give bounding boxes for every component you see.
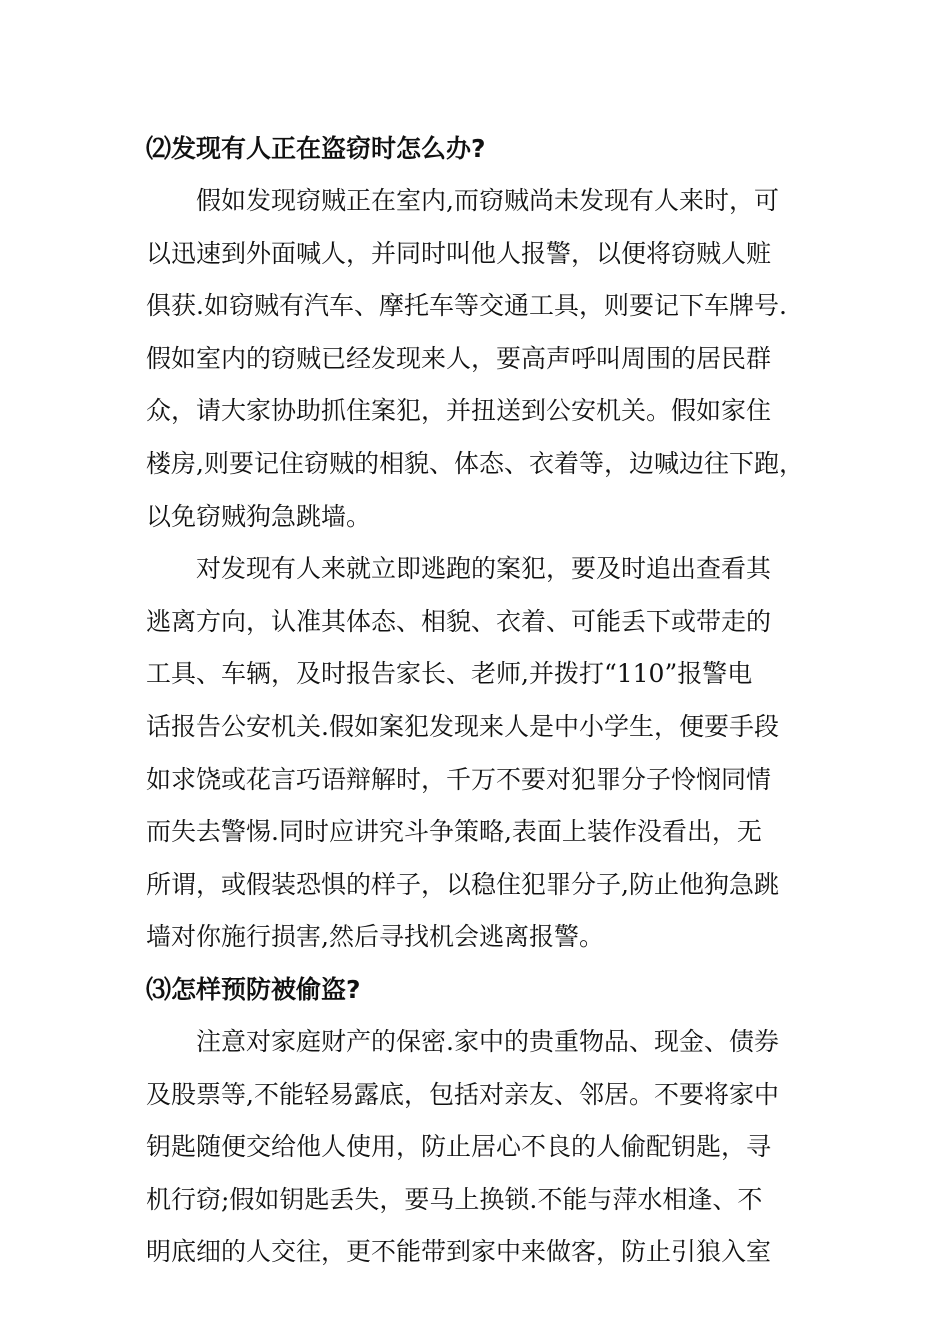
text-line: 如求饶或花言巧语辩解时，千万不要对犯罪分子怜悯同情	[146, 764, 772, 794]
text-line: 假如室内的窃贼已经发现来人，要高声呼叫周围的居民群	[146, 343, 772, 373]
text-line: 对发现有人来就立即逃跑的案犯，要及时追出查看其	[196, 554, 772, 584]
text-line: 工具、车辆，及时报告家长、老师,并拨打“110”报警电	[146, 659, 753, 689]
text-line: 以免窃贼狗急跳墙。	[146, 501, 372, 531]
text-line: 众，请大家协助抓住案犯，并扭送到公安机关。假如家住	[146, 396, 772, 426]
text-line: 注意对家庭财产的保密.家中的贵重物品、现金、债券	[196, 1026, 779, 1056]
paragraph	[146, 1016, 810, 1279]
text-line: 机行窃;假如钥匙丢失，要马上换锁.不能与萍水相逢、不	[146, 1184, 763, 1214]
text-line: 而失去警惕.同时应讲究斗争策略,表面上装作没看出，无	[146, 817, 762, 847]
text-line: 以迅速到外面喊人，并同时叫他人报警，以便将窃贼人赃	[146, 238, 772, 268]
text-line: 墙对你施行损害,然后寻找机会逃离报警。	[146, 922, 604, 952]
document-body	[146, 123, 810, 1279]
text-line: 假如发现窃贼正在室内,而窃贼尚未发现有人来时，可	[196, 186, 779, 215]
text-line: 所谓，或假装恐惧的样子，以稳住犯罪分子,防止他狗急跳	[146, 869, 779, 899]
paragraph	[146, 175, 810, 543]
text-line: 话报告公安机关.假如案犯发现来人是中小学生，便要手段	[146, 711, 779, 741]
paragraph	[146, 543, 810, 964]
section-heading: ⑶怎样预防被偷盗?	[146, 974, 361, 1004]
section-heading: ⑵发现有人正在盗窃时怎么办?	[146, 134, 486, 163]
text-line: 俱获.如窃贼有汽车、摩托车等交通工具，则要记下车牌号.	[146, 291, 787, 321]
text-line: 明底细的人交往，更不能带到家中来做客，防止引狼入室	[146, 1237, 772, 1267]
text-line: 及股票等,不能轻易露底，包括对亲友、邻居。不要将家中	[146, 1079, 779, 1109]
text-line: 钥匙随便交给他人使用，防止居心不良的人偷配钥匙，寻	[146, 1132, 772, 1162]
text-line: 楼房,则要记住窃贼的相貌、体态、衣着等，边喊边往下跑，	[146, 448, 804, 478]
text-line: 逃离方向，认准其体态、相貌、衣着、可能丢下或带走的	[146, 606, 772, 636]
